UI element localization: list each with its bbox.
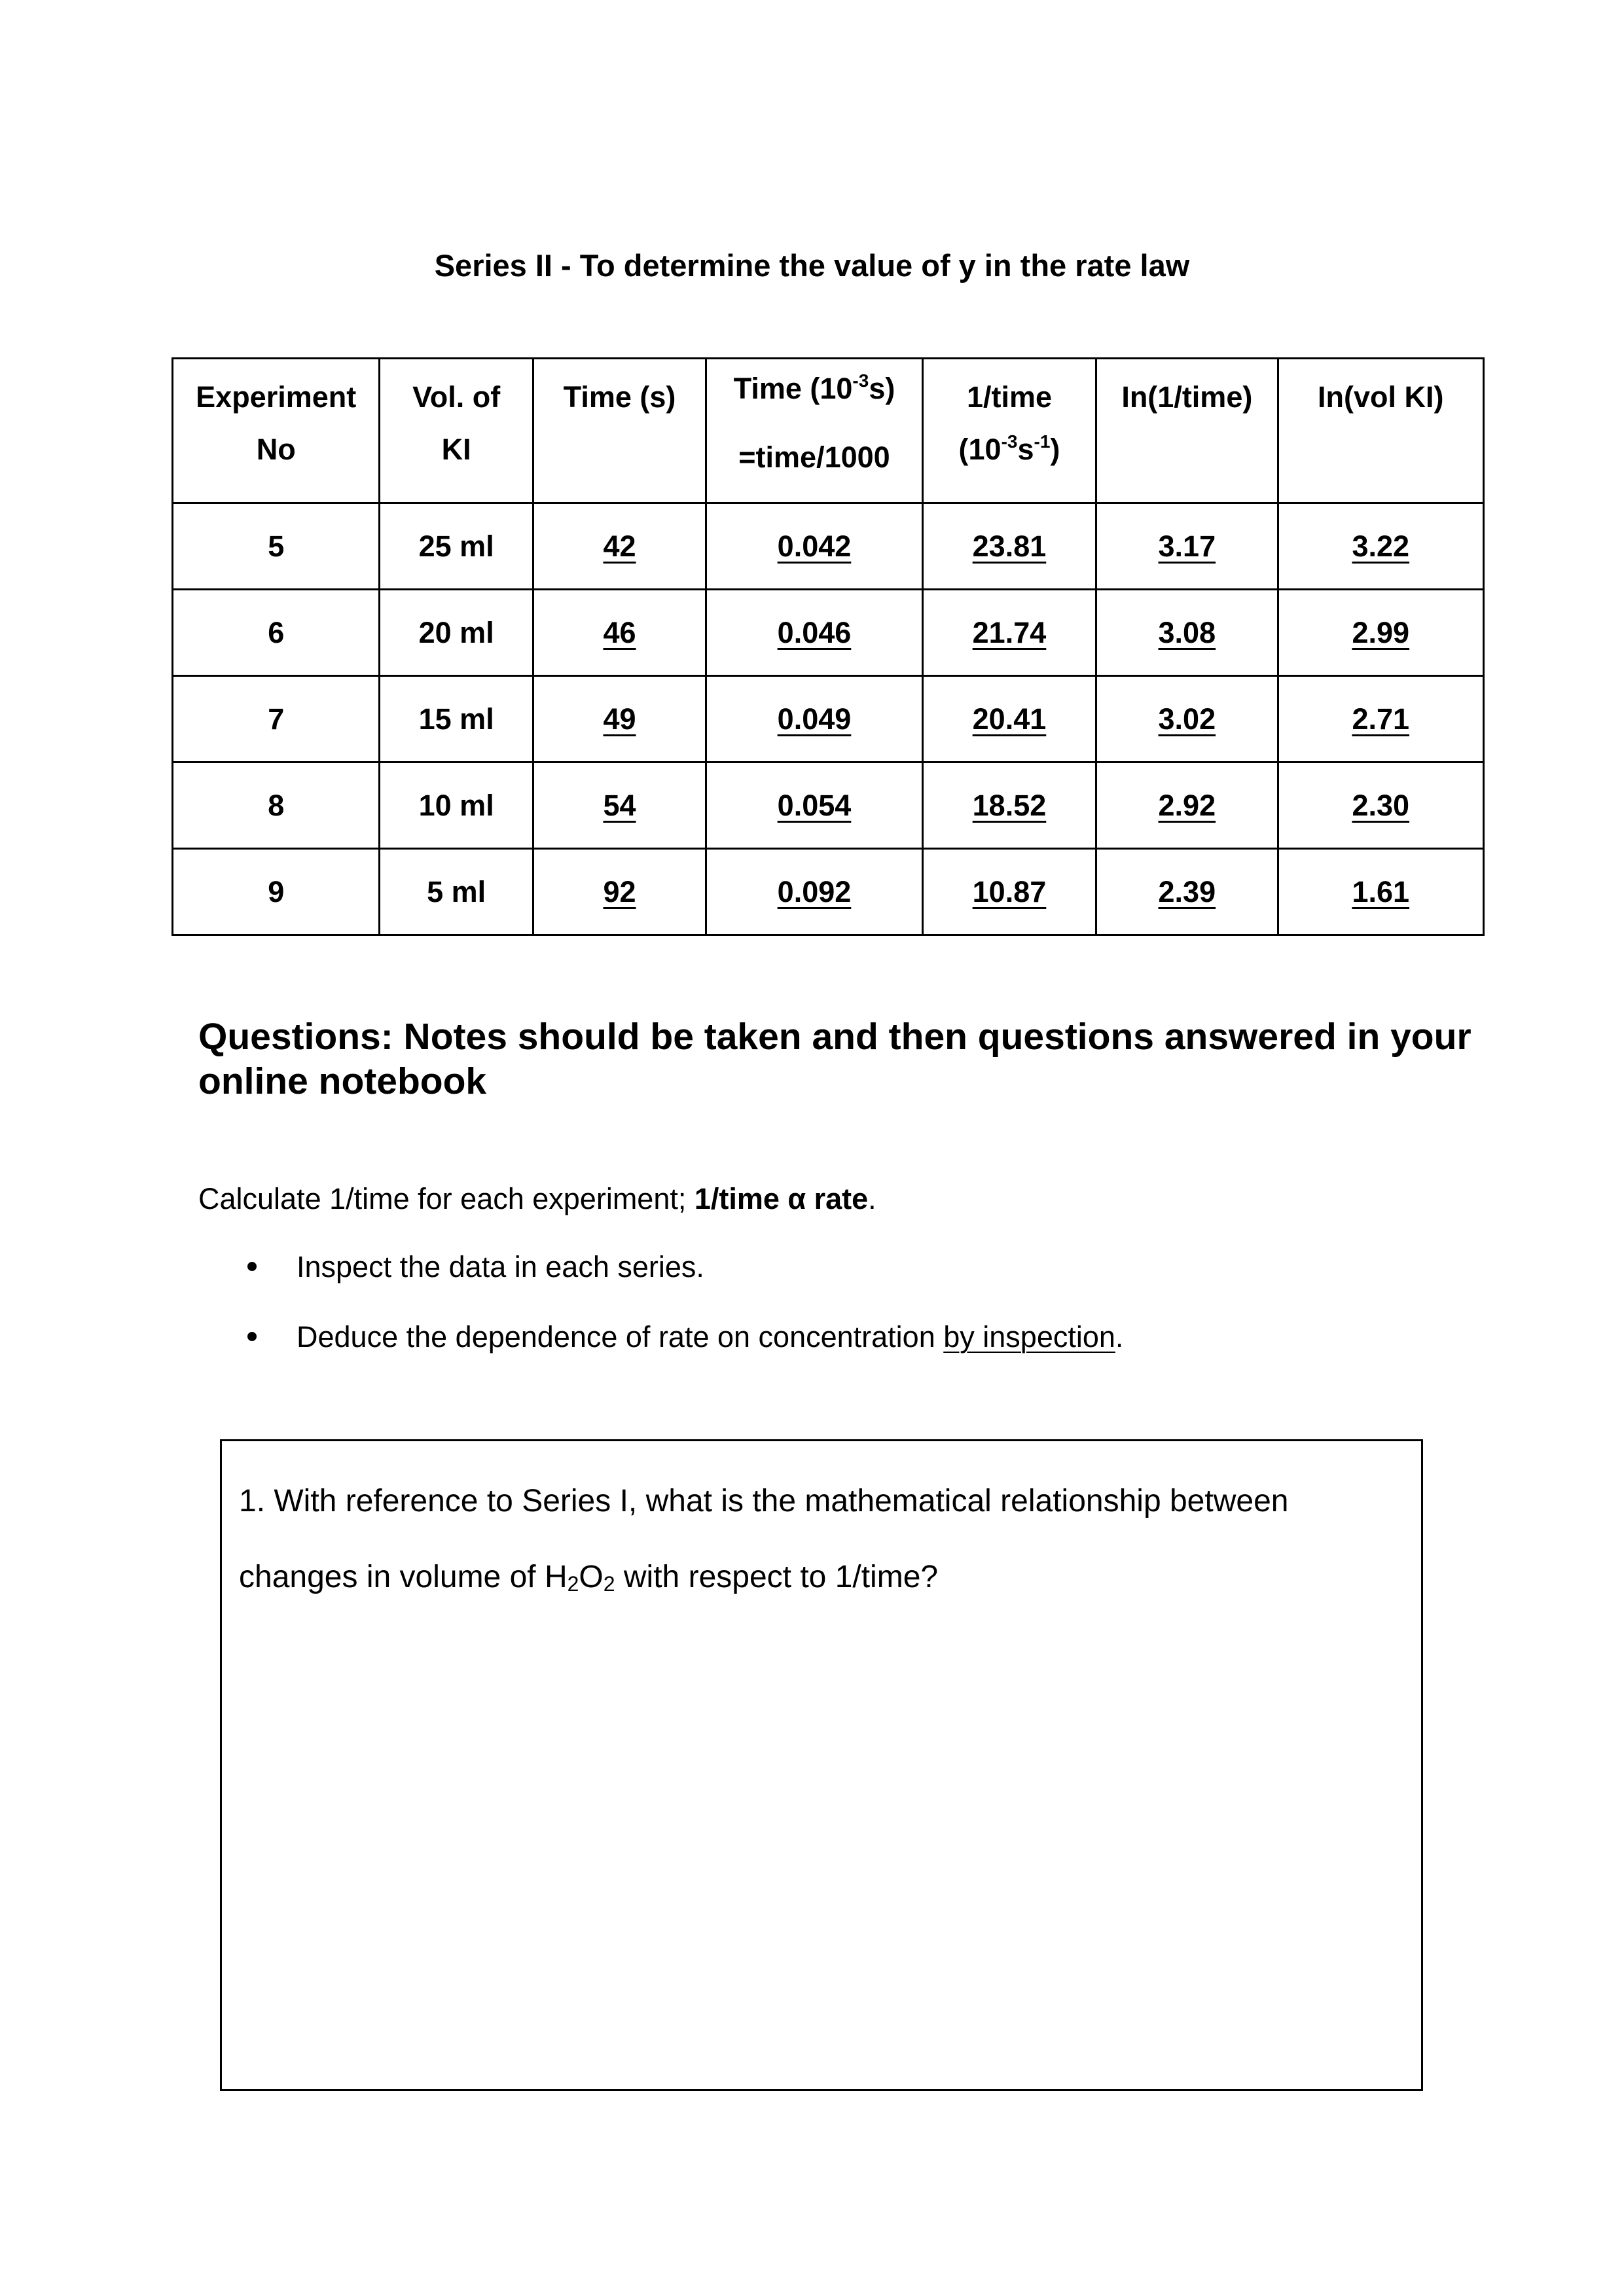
table-row <box>173 590 1484 676</box>
cell-ln-volume: 3.22 <box>1278 503 1483 590</box>
header-ln-volume: In(vol KI) <box>1278 359 1483 503</box>
calculate-instruction: Calculate 1/time for each experiment; 1/time α rate. <box>198 1182 876 1215</box>
cell-no: 8 <box>173 762 380 849</box>
questions-heading: Questions: Notes should be taken and then questions answered in your online notebook <box>198 1016 1471 1102</box>
header-row <box>173 359 1484 503</box>
cell-inverse-time: 18.52 <box>922 762 1096 849</box>
cell-time-ms: 0.046 <box>706 590 923 676</box>
bullet-icon <box>247 1262 257 1271</box>
table-row <box>173 676 1484 762</box>
cell-time-ms: 0.054 <box>706 762 923 849</box>
cell-inverse-time: 23.81 <box>922 503 1096 590</box>
cell-volume: 10 ml <box>380 762 533 849</box>
cell-volume: 20 ml <box>380 590 533 676</box>
cell-ln-inverse-time: 3.08 <box>1096 590 1278 676</box>
cell-no: 6 <box>173 590 380 676</box>
cell-time-ms: 0.092 <box>706 849 923 935</box>
cell-inverse-time: 20.41 <box>922 676 1096 762</box>
cell-time: 46 <box>533 590 706 676</box>
cell-ln-volume: 2.71 <box>1278 676 1483 762</box>
question-1: 1. With reference to Series I, what is the mathematical relationship between changes in volume of $H_2O_2$ with respect to 1/time? <box>239 1484 1289 1596</box>
cell-volume: 5 ml <box>380 849 533 935</box>
header-time-ms: Time $(10^{-3}s)$ =time/1000 <box>706 359 923 503</box>
table-row <box>173 849 1484 935</box>
list-item: Deduce the dependence of rate on concentration by inspection. <box>236 1318 1123 1388</box>
table-row <box>173 762 1484 849</box>
page-title: Series II - To determine the value of y in the rate law <box>434 248 1190 283</box>
cell-ln-volume: 2.99 <box>1278 590 1483 676</box>
header-time-s: Time (s) <box>533 359 706 503</box>
answer-box <box>220 1439 1423 2091</box>
underlined-phrase: by inspection <box>943 1320 1115 1354</box>
cell-inverse-time: 21.74 <box>922 590 1096 676</box>
cell-time: 92 <box>533 849 706 935</box>
cell-time: 49 <box>533 676 706 762</box>
cell-ln-volume: 1.61 <box>1278 849 1483 935</box>
cell-ln-inverse-time: 2.39 <box>1096 849 1278 935</box>
cell-time-ms: 0.049 <box>706 676 923 762</box>
header-ln-inverse-time: In(1/time) <box>1096 359 1278 503</box>
cell-ln-inverse-time: 3.02 <box>1096 676 1278 762</box>
cell-ln-inverse-time: 2.92 <box>1096 762 1278 849</box>
cell-time: 42 <box>533 503 706 590</box>
header-inverse-time: 1/time $(10^{-3}s^{-1})$ <box>922 359 1096 503</box>
cell-no: 5 <box>173 503 380 590</box>
header-volume: Vol. of KI <box>380 359 533 503</box>
cell-volume: 25 ml <box>380 503 533 590</box>
cell-inverse-time: 10.87 <box>922 849 1096 935</box>
cell-no: 9 <box>173 849 380 935</box>
cell-volume: 15 ml <box>380 676 533 762</box>
data-table <box>171 357 1485 936</box>
cell-time-ms: 0.042 <box>706 503 923 590</box>
cell-ln-inverse-time: 3.17 <box>1096 503 1278 590</box>
list-item: Inspect the data in each series. <box>236 1247 1123 1318</box>
table-row <box>173 503 1484 590</box>
cell-time: 54 <box>533 762 706 849</box>
bullet-icon <box>247 1332 257 1341</box>
header-experiment: Experiment No <box>173 359 380 503</box>
cell-no: 7 <box>173 676 380 762</box>
cell-ln-volume: 2.30 <box>1278 762 1483 849</box>
instruction-list <box>236 1247 1123 1388</box>
